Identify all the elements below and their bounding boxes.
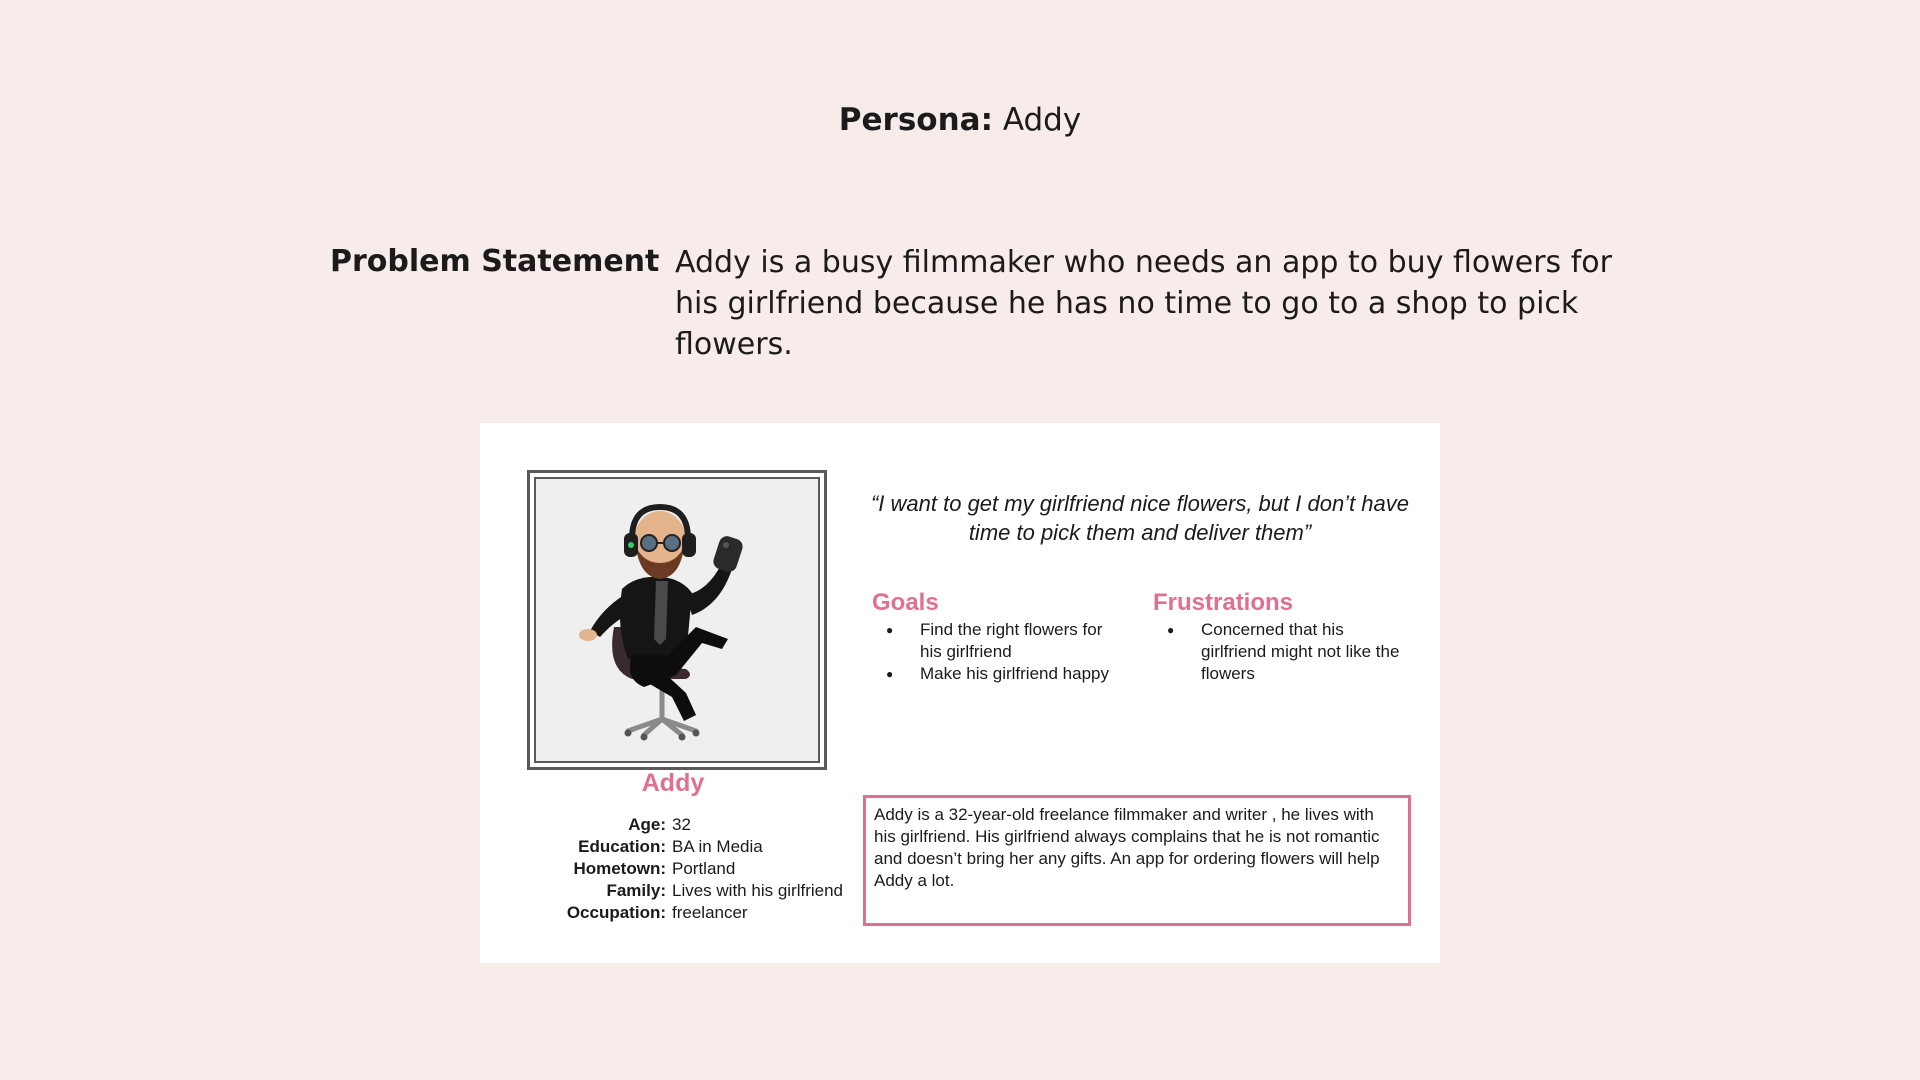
avatar-frame <box>527 470 827 770</box>
detail-value: BA in Media <box>672 837 763 856</box>
detail-row-family <box>520 880 843 902</box>
detail-value: Portland <box>672 859 736 878</box>
avatar <box>534 477 820 763</box>
detail-row-occupation <box>520 902 843 924</box>
problem-statement-label: Problem Statement <box>330 244 660 279</box>
avatar-icon <box>536 479 808 751</box>
detail-label: Age: <box>628 815 666 834</box>
detail-label: Hometown: <box>573 859 666 878</box>
frustrations-list <box>1153 619 1403 685</box>
persona-quote: “I want to get my girlfriend nice flowers, but I don’t have time to pick them and deliver them” <box>870 491 1410 545</box>
detail-row-age <box>520 814 843 836</box>
goals-heading: Goals <box>872 589 939 616</box>
persona-label: Persona: <box>838 102 993 138</box>
list-item: ● Concerned that his girlfriend might not like the flowers <box>1153 619 1403 685</box>
detail-row-hometown <box>520 858 843 880</box>
list-item: ● Find the right flowers for his girlfriend <box>872 619 1122 663</box>
frustrations-heading: Frustrations <box>1153 589 1294 616</box>
detail-label: Education: <box>578 837 666 856</box>
persona-bio: Addy is a 32-year-old freelance filmmaker and writer , he lives with his girlfriend. His girlfriend always complains that he is not romantic and doesn’t bring her any gifts. An app for ordering flowers will help Addy a lot. <box>863 795 1411 926</box>
persona-name: Addy <box>1002 102 1082 138</box>
detail-label: Occupation: <box>566 903 666 922</box>
goals-list <box>872 619 1122 685</box>
list-item: ● Make his girlfriend happy <box>872 663 1122 685</box>
persona-card <box>480 423 1440 963</box>
detail-value: freelancer <box>672 903 748 922</box>
persona-details <box>520 814 843 924</box>
page-title <box>0 100 1920 140</box>
detail-value: 32 <box>672 815 691 834</box>
problem-statement-text: Addy is a busy filmmaker who needs an app to buy flowers for his girlfriend because he has no time to go to a shop to pick flowers. <box>675 245 1612 362</box>
detail-label: Family: <box>606 881 666 900</box>
persona-name-heading: Addy <box>641 769 705 797</box>
detail-value: Lives with his girlfriend <box>672 881 844 900</box>
detail-row-education <box>520 836 843 858</box>
